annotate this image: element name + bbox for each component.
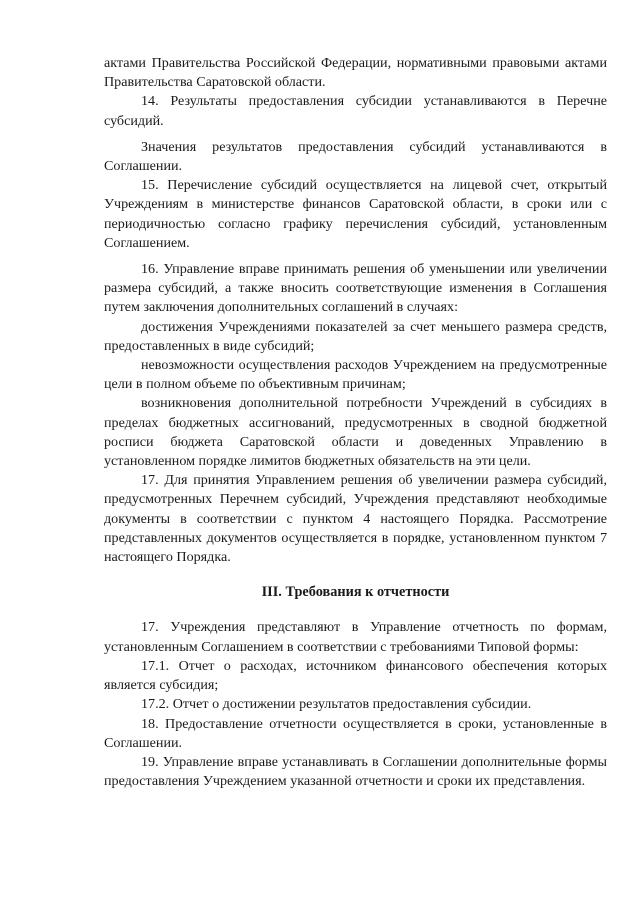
paragraph-continuation: актами Правительства Российской Федерации, нормативными правовыми актами Правительства Саратовской области. <box>104 55 607 91</box>
paragraph-16-case-a: достижения Учреждениями показателей за счет меньшего размера средств, предоставленных в виде субсидий; <box>104 318 607 354</box>
paragraph-16-case-c: возникновения дополнительной потребности Учреждений в субсидиях в пределах бюджетных ассигнований, предусмотренных в сводной бюджетной росписи бюджета Саратовской области и доведенных Управлению в установленном порядке лимитов бюджетных обязательств на эти цели. <box>104 395 607 470</box>
paragraph-s17: 17. Учреждения представляют в Управление отчетность по формам, установленным Соглашением в соответствии с требованиями Типовой формы: <box>104 619 607 655</box>
paragraph-17: 17. Для принятия Управлением решения об увеличении размера субсидий, предусмотренных Перечнем субсидий, Учреждения представляют необходимые документы в соответствии с пунктом 4 настоящего Порядка. Рассмотрение представленных документов осуществляется в порядке, установленном пунктом 7 настоящего Порядка. <box>104 472 607 566</box>
paragraph-s17-2: 17.2. Отчет о достижении результатов предоставления субсидии. <box>141 696 532 713</box>
paragraph-s19: 19. Управление вправе устанавливать в Соглашении дополнительные формы предоставления Учреждением указанной отчетности и сроки их представления. <box>104 753 607 790</box>
paragraph-14: 14. Результаты предоставления субсидии устанавливаются в Перечне субсидий. <box>104 93 607 129</box>
section-heading: III. Требования к отчетности <box>261 584 450 601</box>
paragraph-16: 16. Управление вправе принимать решения об уменьшении или увеличении размера субсидий, а также вносить соответствующие изменения в Соглашения путем заключения дополнительных соглашений в случаях: <box>104 261 607 316</box>
paragraph-14-values: Значения результатов предоставления субсидий устанавливаются в Соглашении. <box>104 138 607 175</box>
paragraph-15: 15. Перечисление субсидий осуществляется на лицевой счет, открытый Учреждениям в министерстве финансов Саратовской области, в сроки или с периодичностью согласно графику перечисления субсидий, установленным Соглашением. <box>104 177 607 251</box>
paragraph-s17-1: 17.1. Отчет о расходах, источником финансового обеспечения которых является субсидия; <box>104 657 607 694</box>
paragraph-s18: 18. Предоставление отчетности осуществляется в сроки, установленные в Соглашении. <box>104 715 607 751</box>
paragraph-16-case-b: невозможности осуществления расходов Учреждением на предусмотренные цели в полном объеме по объективным причинам; <box>104 357 607 393</box>
